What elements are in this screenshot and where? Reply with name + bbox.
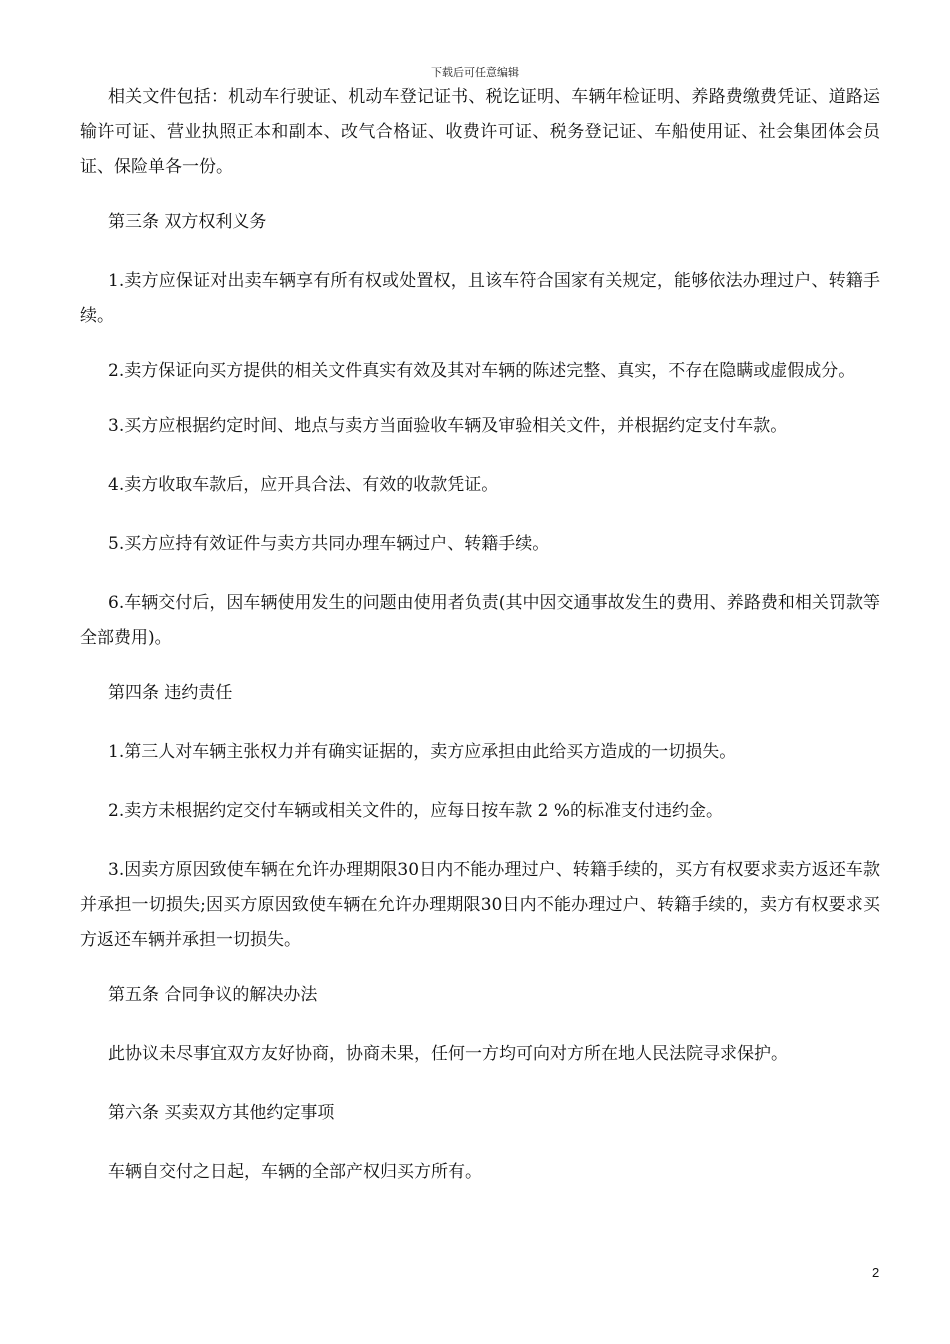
- document-body: [80, 80, 880, 1214]
- paragraph-clause: 3.买方应根据约定时间、地点与卖方当面验收车辆及审验相关文件，并根据约定支付车款。: [108, 416, 788, 436]
- paragraph-clause: 2.卖方保证向买方提供的相关文件真实有效及其对车辆的陈述完整、真实，不存在隐瞒或虚假成分。: [108, 361, 856, 381]
- section-heading-article-3: 第三条 双方权利义务: [108, 212, 267, 232]
- paragraph-related-documents: 相关文件包括：机动车行驶证、机动车登记证书、税讫证明、车辆年检证明、养路费缴费凭证、道路运输许可证、营业执照正本和副本、改气合格证、收费许可证、税务登记证、车船使用证、社会集团体会员证、保险单各一份。: [80, 87, 880, 177]
- paragraph-clause: 6.车辆交付后，因车辆使用发生的问题由使用者负责(其中因交通事故发生的费用、养路费和相关罚款等全部费用)。: [80, 593, 880, 648]
- paragraph-clause: 4.卖方收取车款后，应开具合法、有效的收款凭证。: [108, 475, 499, 495]
- section-heading-article-4: 第四条 违约责任: [108, 683, 233, 703]
- section-heading-article-6: 第六条 买卖双方其他约定事项: [108, 1103, 335, 1123]
- paragraph-clause: 2.卖方未根据约定交付车辆或相关文件的，应每日按车款 2 %的标准支付违约金。: [108, 801, 723, 821]
- paragraph-clause: 1.第三人对车辆主张权力并有确实证据的，卖方应承担由此给买方造成的一切损失。: [108, 742, 737, 762]
- paragraph-clause: 此协议未尽事宜双方友好协商，协商未果，任何一方均可向对方所在地人民法院寻求保护。: [108, 1044, 788, 1064]
- page-number: 2: [872, 1265, 880, 1280]
- paragraph-clause: 3.因卖方原因致使车辆在允许办理期限30日内不能办理过户、转籍手续的，买方有权要求卖方返还车款并承担一切损失;因买方原因致使车辆在允许办理期限30日内不能办理过户、转籍手续的，卖方有权要求买方返还车辆并承担一切损失。: [80, 860, 880, 950]
- header-note: 下载后可任意编辑: [431, 66, 519, 79]
- paragraph-clause: 车辆自交付之日起，车辆的全部产权归买方所有。: [108, 1162, 482, 1182]
- paragraph-clause: 5.买方应持有效证件与卖方共同办理车辆过户、转籍手续。: [108, 534, 550, 554]
- paragraph-clause: 1.卖方应保证对出卖车辆享有所有权或处置权，且该车符合国家有关规定，能够依法办理过户、转籍手续。: [80, 271, 880, 326]
- section-heading-article-5: 第五条 合同争议的解决办法: [108, 985, 318, 1005]
